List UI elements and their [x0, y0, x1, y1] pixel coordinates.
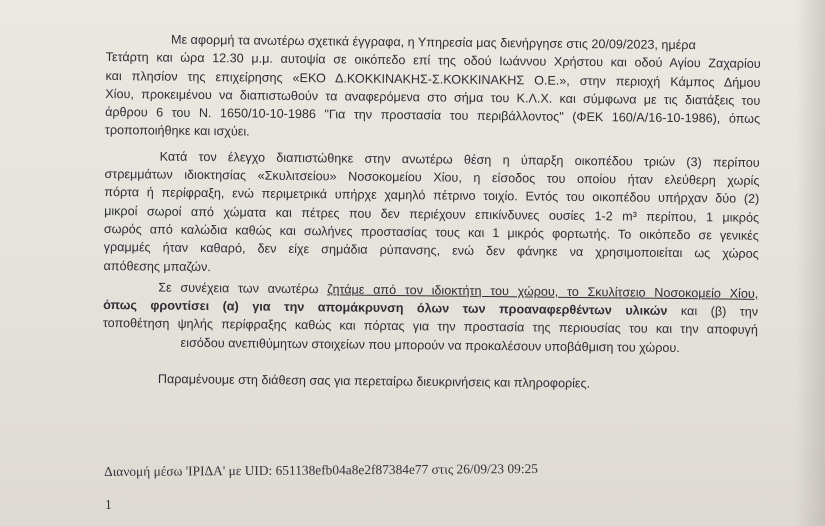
text-line: πόρτα ή περίφραξη, ενώ περιμετρικά υπήρχε χαμηλό πέτρινο τοιχίο. Εντός του οικοπέδου υπήρχαν δύο (2)	[104, 185, 760, 207]
text-line: εισόδου ανεπιθύμητων στοιχείων που μπορούν να προκαλέσουν υποβάθμιση του χώρου.	[180, 335, 680, 355]
text-line: άρθρου 6 του Ν. 1650/10-10-1986 "Για την προστασία του περιβάλλοντος" (ΦΕΚ 160/Α/16-10-1986), όπως	[105, 105, 761, 127]
text-line: Με αφορμή τα ανωτέρω σχετικά έγγραφα, η Υπηρεσία μας διενήργησε στις 20/09/2023, ημέρα	[170, 32, 696, 53]
paragraph-inspection	[105, 30, 761, 147]
text-line: Χίου, προκειμένου να διαπιστωθούν τα αναφερόμενα στο σήμα του Κ.Λ.Χ. και σύμφωνα με τις διατάξεις του	[105, 86, 761, 108]
request-underlined: ζητάμε από τον ιδιοκτήτη του χώρου, το Σκυλίτσειο Νοσοκομείο Χίου,	[327, 282, 759, 301]
text-line: και πλησίον της επιχείρησης «ΕΚΟ Δ.ΚΟΚΚΙΝΑΚΗΣ-Σ.ΚΟΚΚΙΝΑΚΗΣ Ο.Ε.», στην περιοχή Κάμπος Δήμου	[105, 68, 761, 90]
request-rest: και (β) την	[667, 304, 759, 319]
request-bold: όπως φροντίσει (α) για την απομάκρυνση όλων των προαναφερθέντων υλικών	[103, 298, 668, 319]
distribution-footer: Διανομή μέσω 'ΙΡΙΔΑ' με UID: 651138efb04a8e2f87384e77 στις 26/09/23 09:25	[104, 460, 539, 479]
text-line: Κατά τον έλεγχο διαπιστώθηκε στην ανωτέρω θέση η ύπαρξη οικοπέδου τριών (3) περίπου	[159, 149, 760, 170]
text-line: τοποθέτηση ψηλής περίφραξης καθώς και πόρτας για την προστασία της περιουσίας του και την αποφυγή	[102, 316, 758, 338]
paragraph-findings	[103, 147, 759, 282]
text-line: μικροί σωροί από χώματα και πέτρες που δεν περιέχουν επικίνδυνες ουσίες 1-2 m³ περίπου, 1 μικρός	[104, 203, 760, 225]
page-shadow	[795, 0, 825, 526]
text-line: τροποποιήθηκε και ισχύει.	[104, 123, 250, 139]
text-line: Τετάρτη και ώρα 12.30 μ.μ. αυτοψία σε οικόπεδο επί της οδού Ιωάννου Χρήστου και οδού Αγίου Ζαχαρίου	[105, 50, 761, 72]
paragraph-request	[103, 278, 759, 358]
closing-line: Παραμένουμε στη διάθεση σας για περεταίρω διευκρινήσεις και πληροφορίες.	[157, 372, 591, 391]
text-line: απόθεσης μπαζών.	[103, 258, 211, 274]
text-line: γραμμές ήταν καθαρό, δεν είχε σημάδια ρύπανσης, ενώ δεν φάνηκε να χρησιμοποιείται ως χώρος	[103, 240, 759, 262]
text-line: σωρός από καλώδια καθώς και σωλήνες προστασίας τους και 1 μικρός φορτωτής. Το οικόπεδο σε γενικές	[103, 221, 759, 243]
page-number: 1	[105, 497, 112, 512]
text-line: στρεμμάτων ιδιοκτησίας «Σκυλιτσείου» Νοσοκομείου Χίου, η είσοδος του οποίου ήταν ελεύθερη χωρίς	[104, 167, 760, 188]
letter-body	[103, 30, 761, 360]
request-prefix: Σε συνέχεια των ανωτέρω	[158, 280, 328, 297]
